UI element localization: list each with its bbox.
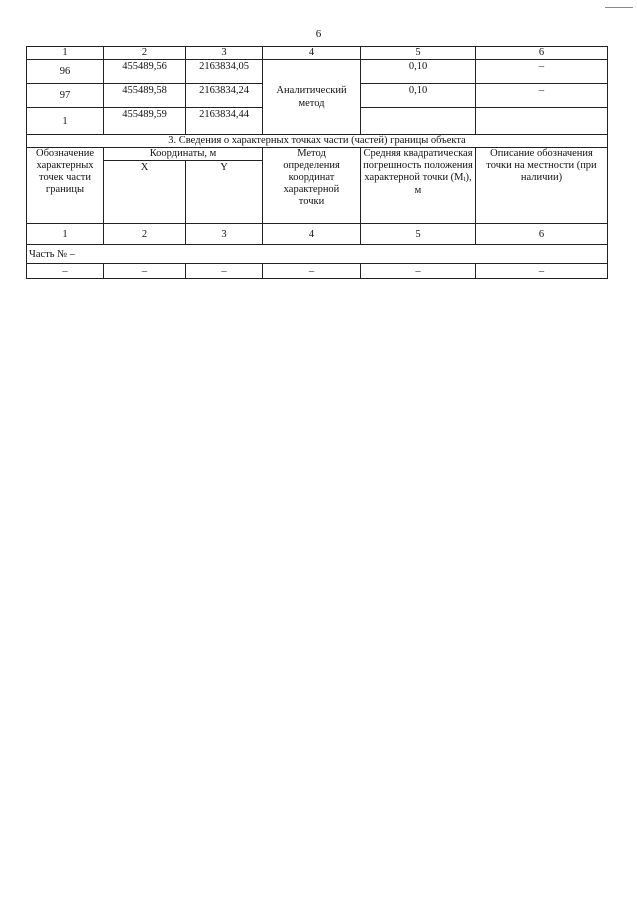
header-description: Описание обозначения точки на местности (при наличии): [476, 148, 608, 224]
header-designation-text: Обозначение характерных точек части границы: [35, 148, 95, 195]
point-description: –: [476, 84, 608, 108]
coordinate-x: 455489,56: [104, 60, 186, 84]
empty-cell: –: [263, 264, 361, 279]
section-title-row: [27, 135, 608, 148]
column-number: 4: [263, 224, 361, 245]
coordinate-x: 455489,59: [104, 108, 186, 135]
header-accuracy: [361, 148, 476, 224]
column-number: 4: [263, 47, 361, 60]
part-row: [27, 245, 608, 264]
coordinate-y: 2163834,44: [186, 108, 263, 135]
corner-scan-mark: [605, 7, 633, 8]
empty-cell: –: [104, 264, 186, 279]
header-accuracy-unit: ), м: [414, 172, 472, 196]
column-number: 6: [476, 47, 608, 60]
accuracy-value: [361, 108, 476, 135]
header-method: [263, 148, 361, 224]
column-number: 1: [27, 47, 104, 60]
column-number: 2: [104, 47, 186, 60]
coordinate-y: 2163834,05: [186, 60, 263, 84]
header-x: X: [104, 161, 186, 224]
accuracy-value: 0,10: [361, 60, 476, 84]
method-text: Аналитический метод: [276, 85, 347, 109]
page-number: 6: [315, 28, 322, 40]
point-description: –: [476, 60, 608, 84]
header-accuracy-subscript: t: [463, 175, 466, 183]
table-row: [27, 264, 608, 279]
column-number: 1: [27, 224, 104, 245]
point-designation: 96: [27, 60, 104, 84]
empty-cell: –: [476, 264, 608, 279]
empty-cell: –: [361, 264, 476, 279]
point-designation: 97: [27, 84, 104, 108]
table-row: [27, 60, 608, 84]
accuracy-value: 0,10: [361, 84, 476, 108]
coordinate-y: 2163834,24: [186, 84, 263, 108]
column-number: 5: [361, 47, 476, 60]
header-row: [27, 148, 608, 161]
coordinate-x: 455489,58: [104, 84, 186, 108]
part-label: Часть № –: [27, 245, 608, 264]
empty-cell: –: [27, 264, 104, 279]
header-y: Y: [186, 161, 263, 224]
column-numbers-row: [27, 47, 608, 60]
column-number: 3: [186, 47, 263, 60]
column-number: 3: [186, 224, 263, 245]
point-designation: 1: [27, 108, 104, 135]
boundary-points-table: [26, 46, 608, 279]
header-designation: [27, 148, 104, 224]
column-number: 6: [476, 224, 608, 245]
point-description: [476, 108, 608, 135]
header-method-text: Метод определения координат характерной точки: [283, 148, 340, 207]
header-coordinates: Координаты, м: [104, 148, 263, 161]
empty-cell: –: [186, 264, 263, 279]
column-numbers-row: [27, 224, 608, 245]
column-number: 5: [361, 224, 476, 245]
method-cell: [263, 60, 361, 135]
column-number: 2: [104, 224, 186, 245]
section-title: 3. Сведения о характерных точках части (частей) границы объекта: [27, 135, 608, 148]
header-accuracy-text: Средняя квадратическая погрешность положения характерной точки (M: [363, 148, 473, 183]
